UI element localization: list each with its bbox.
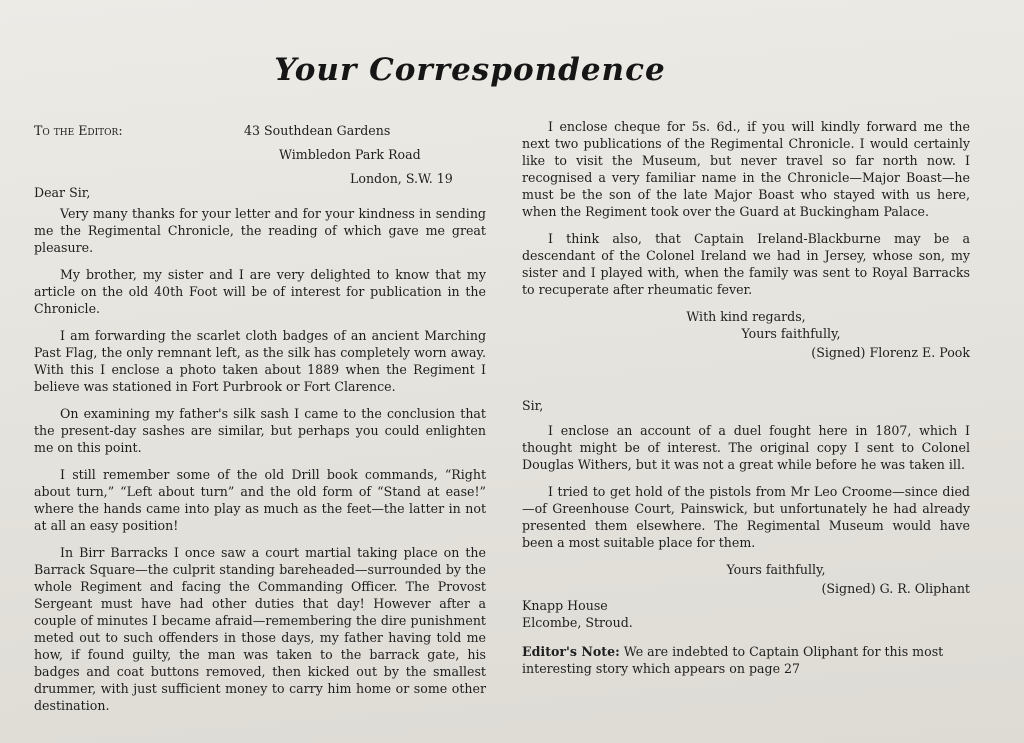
paragraph: My brother, my sister and I are very delighted to know that my article on the old 40th Foot will be of interest for publication in the Chronicle. bbox=[34, 267, 486, 316]
editors-note-text: We are indebted to Captain Oliphant for this most interesting story which appears on page 27 bbox=[522, 644, 944, 676]
editors-note bbox=[522, 643, 970, 677]
paragraph: I enclose cheque for 5s. 6d., if you will kindly forward me the next two publications of the Regimental Chronicle. I would certainly like to visit the Museum, but never travel so far north now. I recognised a very familiar name in the Chronicle—Major Boast—he must be the son of the late Major Boast who stayed with us here, when the Regiment took over the Guard at Buckingham Palace. bbox=[522, 119, 970, 219]
salutation: Dear Sir, bbox=[34, 185, 91, 200]
closing-regards: With kind regards, bbox=[686, 309, 806, 324]
sender-address-line-2: Elcombe, Stroud. bbox=[522, 615, 633, 630]
right-column bbox=[522, 118, 970, 687]
closing-yours: Yours faithfully, bbox=[741, 326, 841, 341]
left-column bbox=[34, 120, 486, 724]
paragraph: In Birr Barracks I once saw a court martial taking place on the Barrack Square—the culprit standing bareheaded—surrounded by the whole Regiment and facing the Commanding Officer. The Provost Sergeant must have had other duties that day! However after a couple of minutes I became afraid—remembering the dire punishment meted out to such offenders in those days, my father having told me how, if found guilty, the man was taken to the barrack gate, his badges and coat buttons removed, then kicked out by the smallest drummer, with just sufficient money to carry him home or some other destination. bbox=[34, 545, 486, 713]
address-line-3: London, S.W. 19 bbox=[350, 171, 453, 186]
paragraph: Very many thanks for your letter and for your kindness in sending me the Regimental Chronicle, the reading of which gave me great pleasure. bbox=[34, 206, 486, 255]
closing-yours: Yours faithfully, bbox=[726, 562, 826, 577]
sender-address-line-1: Knapp House bbox=[522, 598, 608, 613]
address-line-1: 43 Southdean Gardens bbox=[244, 123, 391, 138]
addressee: To the Editor: bbox=[34, 123, 123, 138]
page-title: Your Correspondence bbox=[274, 52, 666, 88]
salutation: Sir, bbox=[522, 398, 544, 413]
paragraph: I tried to get hold of the pistols from Mr Leo Croome—since died—of Greenhouse Court, Painswick, but unfortunately he had already presented them elsewhere. The Regimental Museum would have been a most suitable place for them. bbox=[522, 484, 970, 550]
signature: (Signed) G. R. Oliphant bbox=[821, 581, 970, 596]
paragraph: I am forwarding the scarlet cloth badges of an ancient Marching Past Flag, the only remnant left, as the silk has completely worn away. With this I enclose a photo taken about 1889 when the Regiment I believe was stationed in Fort Purbrook or Fort Clarence. bbox=[34, 328, 486, 394]
signature: (Signed) Florenz E. Pook bbox=[811, 345, 970, 360]
letter-divider bbox=[522, 361, 970, 397]
letter-header bbox=[34, 120, 486, 186]
paragraph: On examining my father's silk sash I came to the conclusion that the present-day sashes are similar, but perhaps you could enlighten me on this point. bbox=[34, 406, 486, 455]
editors-note-label: Editor's Note: bbox=[522, 644, 620, 659]
paragraph: I still remember some of the old Drill book commands, “Right about turn,” “Left about turn” and the old form of “Stand at ease!” where the hands came into play as much as the feet—the latter in not at all an easy position! bbox=[34, 467, 486, 533]
paragraph: I think also, that Captain Ireland-Blackburne may be a descendant of the Colonel Ireland we had in Jersey, whose son, my sister and I played with, when the family was sent to Royal Barracks to recuperate after rheumatic fever. bbox=[522, 231, 970, 297]
address-line-2: Wimbledon Park Road bbox=[279, 147, 421, 162]
paragraph: I enclose an account of a duel fought here in 1807, which I thought might be of interest. The original copy I sent to Colonel Douglas Withers, but it was not a great while before he was taken ill. bbox=[522, 423, 970, 472]
